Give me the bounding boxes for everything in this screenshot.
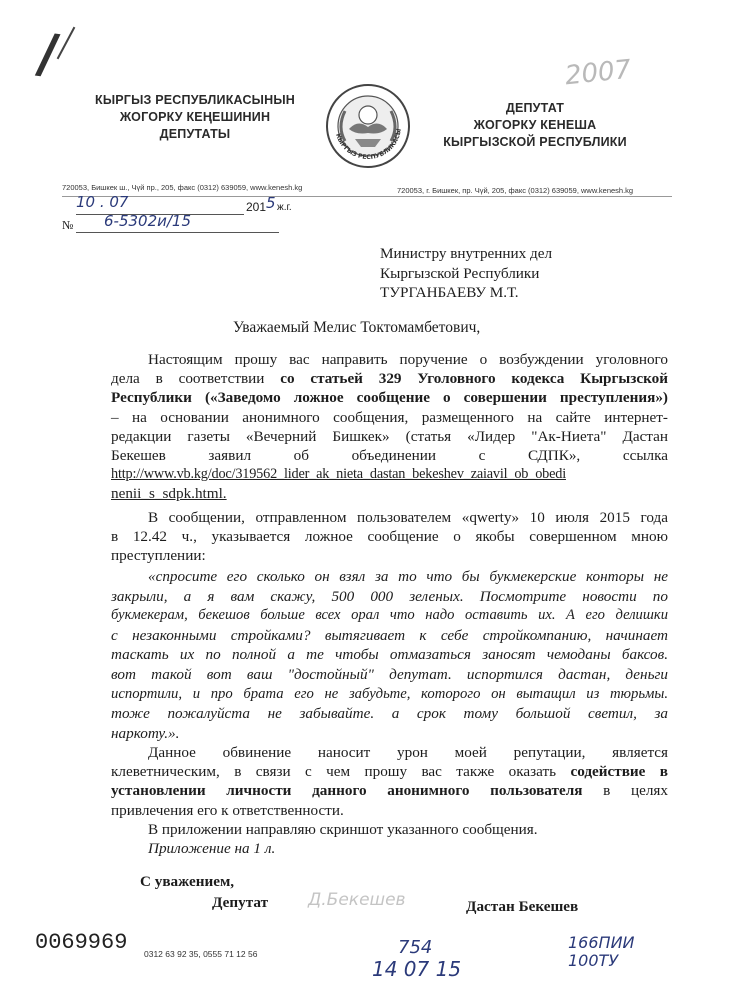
quote-line: испортили, и про брата его не забудьте, которого он вытащил из тюрьмы. <box>111 685 668 702</box>
source-link[interactable]: http://www.vb.kg/doc/319562_lider_ak_nieta_dastan_bekeshev_zaiavil_ob_obedi <box>111 466 566 483</box>
header-divider <box>62 196 672 197</box>
year-suffix-handwritten: 5 <box>266 194 276 212</box>
para-line: привлечения его к ответственности. <box>111 801 344 819</box>
right-mark: 166ПИИ 100ТУ <box>568 933 635 970</box>
quote-line: вот такой вот ваш "достойный" депутат. испортился дастан, деньги <box>111 665 668 683</box>
header-right-line: ЖОГОРКУ КЕНЕША <box>473 118 597 132</box>
stamp-date: 14 07 15 <box>372 957 462 981</box>
address-left: 720053, Бишкек ш., Чүй пр., 205, факс (0312) 639059, www.kenesh.kg <box>62 183 303 192</box>
para-line: преступлении: <box>111 547 206 565</box>
paragraph-attachment: В приложении направляю скриншот указанного сообщения. <box>148 821 538 838</box>
closing-position: Депутат <box>212 894 269 911</box>
para-line: В сообщении, отправленном пользователем «qwerty» 10 июля 2015 года <box>148 509 668 526</box>
number-label: № <box>62 218 74 232</box>
header-right-line: ДЕПУТАТ <box>505 101 565 115</box>
header-left-line: ДЕПУТАТЫ <box>159 127 231 141</box>
recipient-line: ТУРГАНБАЕВУ М.Т. <box>380 284 519 301</box>
footer-phones: 0312 63 92 35, 0555 71 12 56 <box>144 949 258 959</box>
quote-line: тоже пожалуйста не забывайте. а срок тому большой светил, за <box>111 705 668 723</box>
quote-line: закрыли, а я вам скажу, 500 000 зеленых. Посмотрите новости по <box>111 587 668 605</box>
top-right-mark: 2007 <box>563 54 633 92</box>
attachment-note: Приложение на 1 л. <box>148 840 276 857</box>
closing-name: Дастан Бекешев <box>466 898 579 915</box>
paragraph-request <box>111 350 668 504</box>
para-line: в 12.42 ч., указывается ложное сообщение о якобы совершенном мною <box>111 528 668 546</box>
closing-regards: С уважением, <box>140 873 235 890</box>
header-right <box>410 100 660 151</box>
stamp-number: 754 <box>398 937 433 958</box>
salutation: Уважаемый Мелис Токтомамбетович, <box>233 319 481 336</box>
state-emblem-icon <box>325 83 411 169</box>
top-left-mark: / <box>33 20 63 87</box>
serial-number: 0069969 <box>35 930 128 955</box>
number-underline <box>76 232 279 233</box>
date-handwritten: 10 . 07 <box>76 193 129 211</box>
para-line: Бекешев заявил об объединении с СДПК», ссылка <box>111 447 668 465</box>
header-left-line: КЫРГЫЗ РЕСПУБЛИКАСЫНЫН <box>94 93 296 107</box>
quote-line: наркоту.». <box>111 724 180 742</box>
recipient-block <box>380 244 552 303</box>
para-line: клеветническим, в связи с чем прошу вас также оказать содействие в <box>111 763 669 781</box>
address-right: 720053, г. Бишкек, пр. Чүй, 205, факс (0312) 639059, www.kenesh.kg <box>397 186 634 195</box>
para-line: – на основании анонимного сообщения, размещенного на сайте интернет- <box>111 408 668 426</box>
quoted-comment <box>111 567 668 743</box>
paragraph-defamation <box>111 743 668 820</box>
para-line: Республики («Заведомо ложное сообщение о совершении преступления») <box>111 389 668 407</box>
para-line: дела в соответствии со статьей 329 Уголовного кодекса Кыргызской <box>111 370 668 388</box>
para-line: установлении личности данного анонимного пользователя в целях <box>111 782 668 800</box>
emblem-text: КЫРГЫЗ РЕСПУБЛИКАСЫ <box>334 128 403 162</box>
header-left-line: ЖОГОРКУ КЕҢЕШИНИН <box>119 110 271 124</box>
signature: Д.Бекешев <box>308 890 406 910</box>
year-prefix: 201 <box>246 200 267 214</box>
para-line: редакции газеты «Вечерний Бишкек» (статья «Лидер "Ак-Ниета" Дастан <box>111 427 668 445</box>
header-right-line: КЫРГЫЗСКОЙ РЕСПУБЛИКИ <box>443 135 627 149</box>
para-line: Данное обвинение наносит урон моей репутации, является <box>148 744 668 761</box>
quote-line: таскать их по полной а те чтобы отмазаться заносят чемоданы баксов. <box>111 646 668 664</box>
paragraph-message <box>111 508 668 566</box>
number-handwritten: 6-5302и/15 <box>104 212 192 230</box>
year-suffix-printed: ж.г. <box>277 202 292 213</box>
header-left <box>60 92 330 143</box>
quote-line: с незаконными стройками? вытягивает к себе стройкомпанию, начинает <box>111 626 668 644</box>
quote-line: «спросите его сколько он взял за то что бы букмекерские конторы не <box>148 568 668 585</box>
recipient-line: Министру внутренних дел <box>380 245 553 262</box>
source-link-tail[interactable]: nenii_s_sdpk.html. <box>111 485 227 503</box>
para-line: Настоящим прошу вас направить поручение о возбуждении уголовного <box>148 351 668 368</box>
quote-line: букмекерам, бекешов больше всех орал что надо оставить их. А его делишки <box>111 607 668 624</box>
recipient-line: Кыргызской Республики <box>380 264 540 282</box>
